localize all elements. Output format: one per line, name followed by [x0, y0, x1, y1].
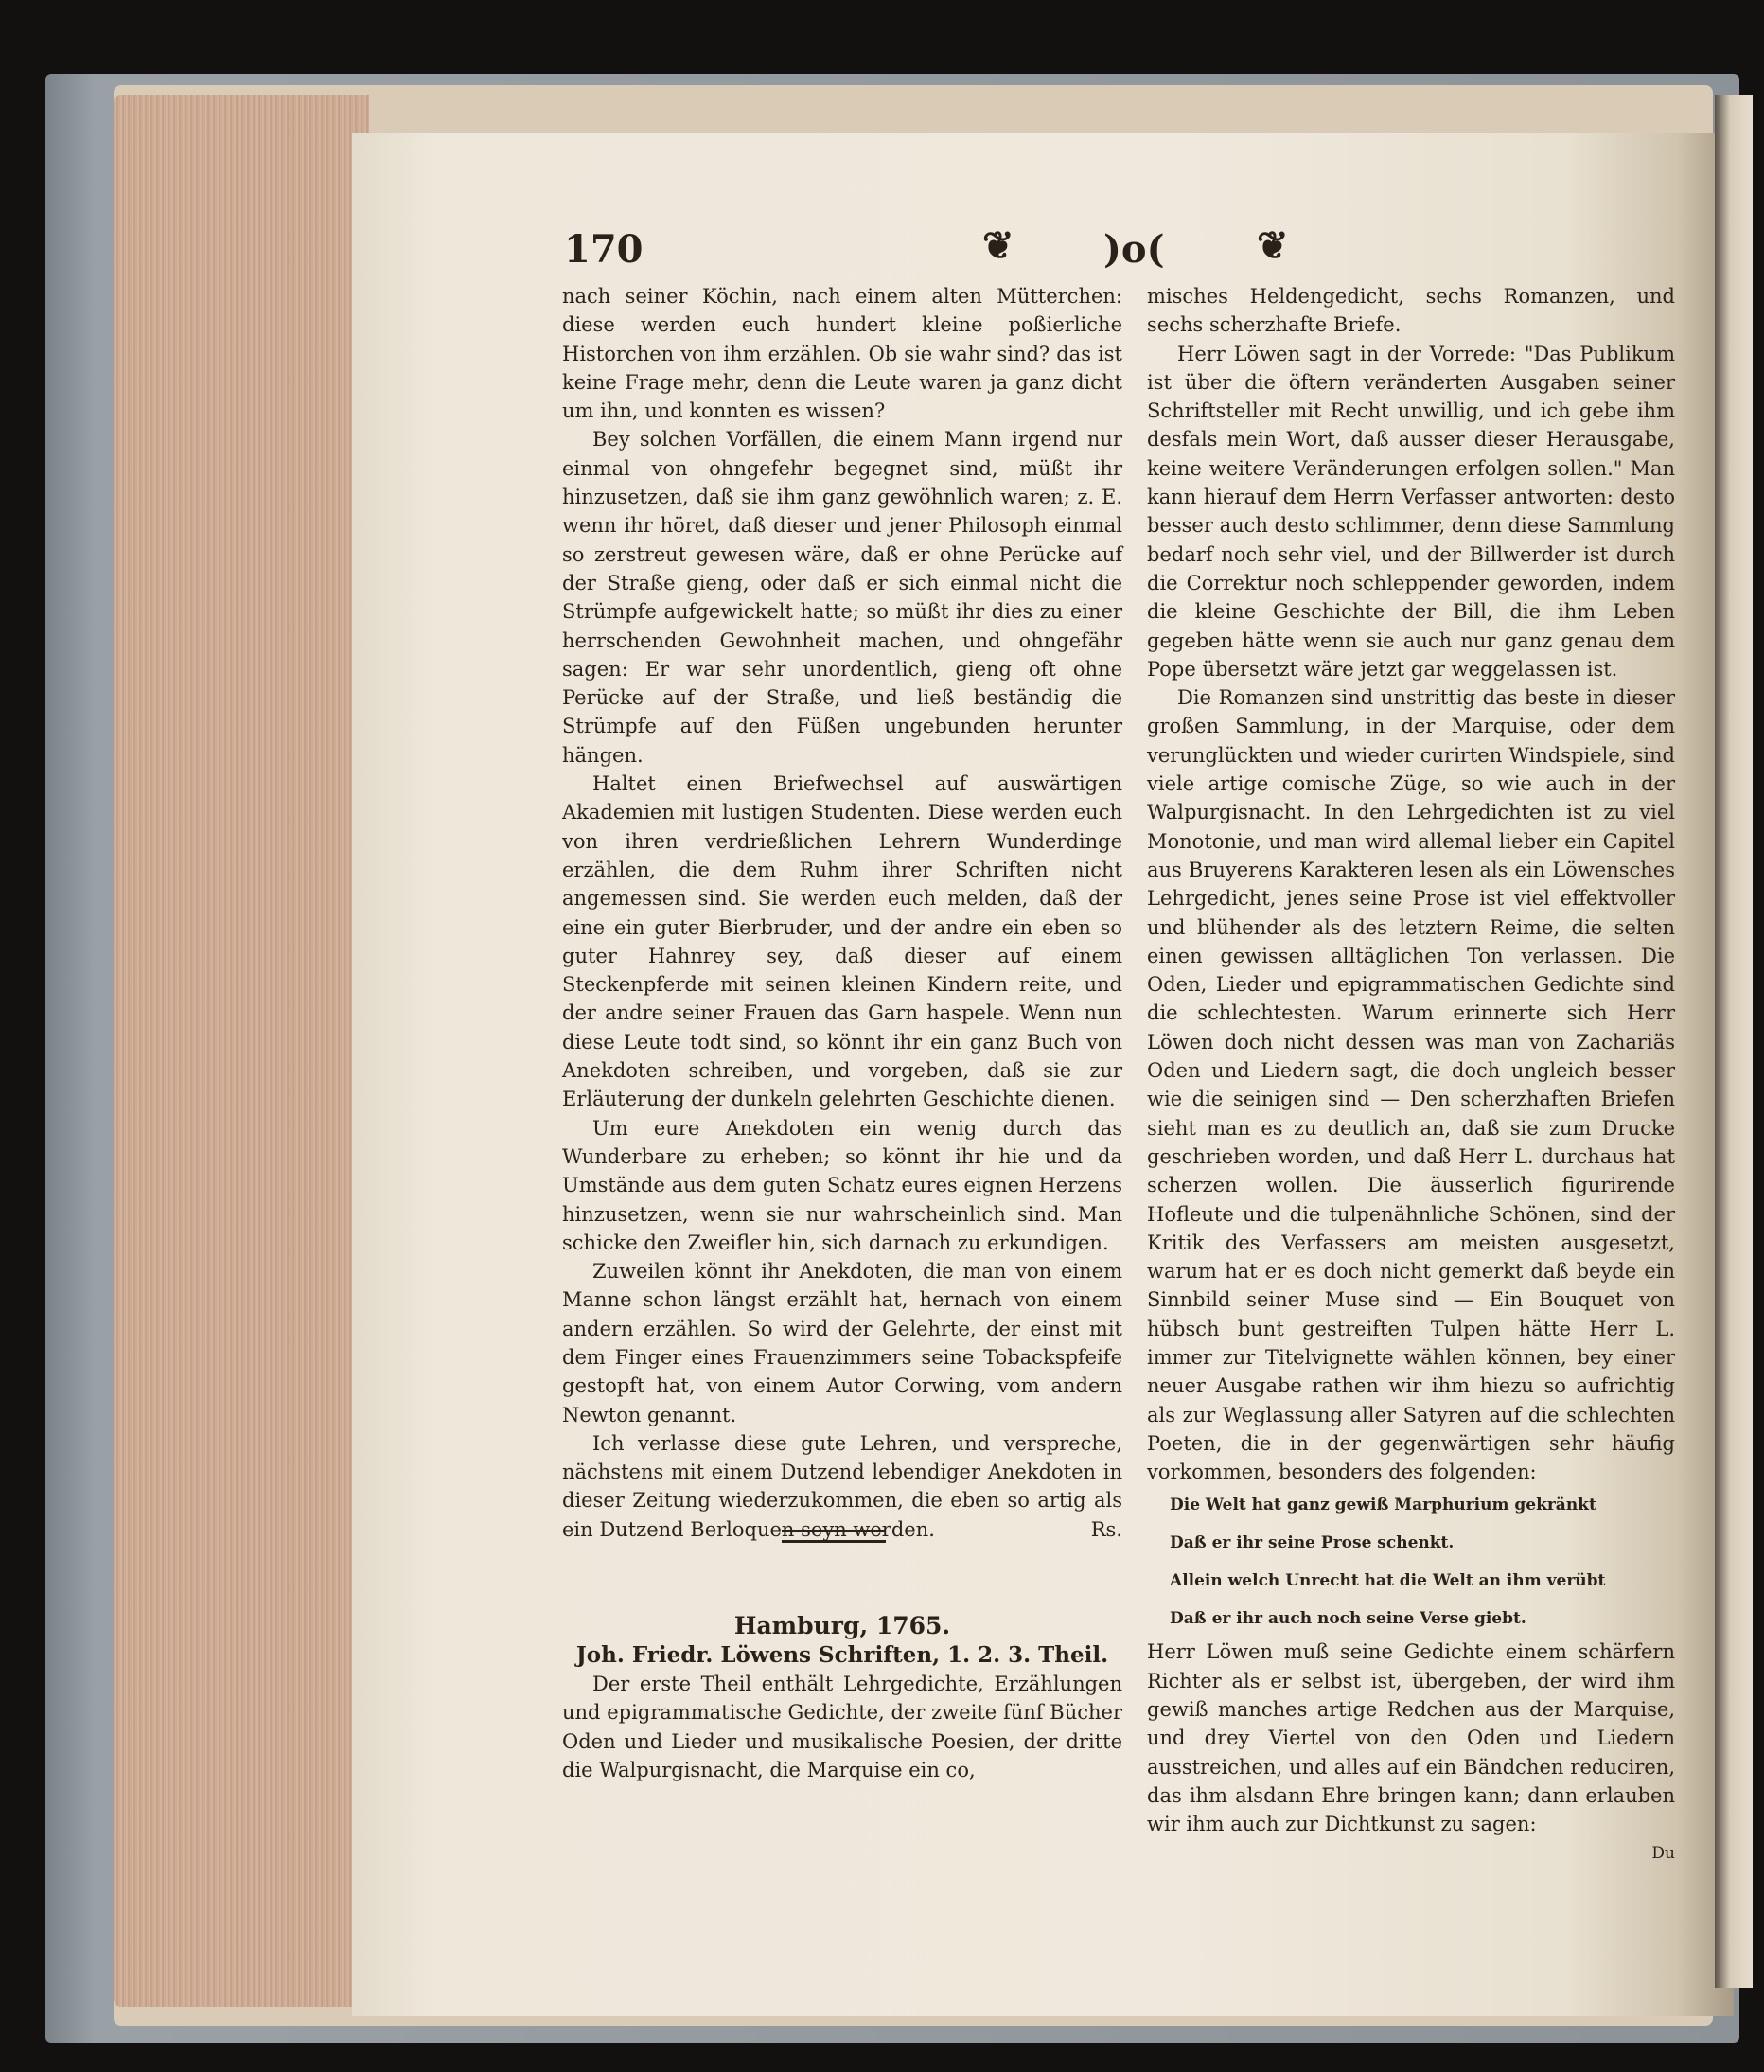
paragraph: Zuweilen könnt ihr Anekdoten, die man von einem Manne schon längst erzählt hat, hernach von einem andern erzählen. So wird der Gelehrte, der einst mit dem Finger eines Frauenzimmers seine Tobackspfeife gestopft hat, von einem Autor Corwing, vom andern Newton genannt.	[562, 1260, 1122, 1426]
book-title: Joh. Friedr. Löwens Schriften, 1. 2. 3. Theil.	[575, 1641, 1109, 1668]
paragraph: Ich verlasse diese gute Lehren, und verspreche, nächstens mit einem Dutzend lebendiger Anekdoten in dieser Zeitung wiederzukommen, die eben so artig als ein Dutzend Berloquen seyn werden.	[562, 1431, 1122, 1541]
paragraph: Der erste Theil enthält Lehrgedichte, Erzählungen und epigrammatische Gedichte, der zweite fünf Bücher Oden und Lieder und musikalische Poesien, der dritte die Walpurgisnacht, die Marquise ein co,	[562, 1672, 1122, 1781]
ornament-right-icon: ❦	[1257, 223, 1289, 268]
catchword: Du	[1651, 1843, 1675, 1863]
page-number: 170	[564, 227, 644, 272]
paragraph: Herr Löwen sagt in der Vorrede: "Das Publikum ist über die öftern veränderten Ausgaben seiner Schriftsteller mit Recht unwillig, und ich gebe ihm desfals mein Wort, daß ausser dieser Herausgabe, keine weitere Veränderungen erfolgen sollen." Man kann hierauf dem Herrn Verfasser antworten: desto besser auch desto schlimmer, denn diese Sammlung bedarf noch sehr viel, und der Billwerder ist durch die Correktur noch schleppender geworden, indem die kleine Geschichte der Bill, die ihm Leben gegeben hätte wenn sie auch nur ganz genau dem Pope übersetzt wäre jetzt gar weggelassen ist.	[1147, 342, 1675, 681]
section-divider	[782, 1530, 886, 1543]
page-edges	[114, 95, 369, 2007]
verse-line: Allein welch Unrecht hat die Welt an ihm verübt	[1170, 1571, 1606, 1591]
verse-quote	[1147, 1486, 1675, 1638]
verse-line: Daß er ihr seine Prose schenkt.	[1170, 1533, 1455, 1553]
verse-line: Daß er ihr auch noch seine Verse giebt.	[1170, 1609, 1526, 1629]
verse-line: Die Welt hat ganz gewiß Marphurium gekränkt	[1170, 1496, 1596, 1515]
paragraph: Haltet einen Briefwechsel auf auswärtigen Akademien mit lustigen Studenten. Diese werden euch von ihren verdrießlichen Lehrern Wunderdinge erzählen, die dem Ruhm ihrer Schriften nicht angemessen sind. Sie werden euch melden, daß der eine ein guter Bierbruder, und der andre ein eben so guter Hahnrey sey, daß dieser auf einem Steckenpferde mit seinen kleinen Kindern reite, und der andre seiner Frauen das Garn haspele. Wenn nun diese Leute todt sind, so könnt ihr ein ganz Buch von Anekdoten schreiben, und vorgeben, daß sie zur Erläuterung der dunkeln gelehrten Geschichte dienen.	[562, 772, 1122, 1111]
ornament-left-icon: ❦	[982, 223, 1014, 268]
facing-page-edge	[1715, 95, 1753, 1988]
right-column	[1147, 282, 1675, 1868]
dateline: Hamburg, 1765.	[733, 1612, 951, 1640]
closing-paragraph	[562, 1429, 1122, 1544]
left-column	[562, 282, 1122, 1784]
paragraph: Die Romanzen sind unstrittig das beste in dieser großen Sammlung, in der Marquise, oder dem verunglückten und wieder curirten Windspiele, sind viele artige comische Züge, so wie auch in der Walpurgisnacht. In den Lehrgedichten ist zu viel Monotonie, und man wird allemal lieber ein Capitel aus Bruyerens Karakteren lesen als ein Löwensches Lehrgedicht, jenes seine Prose ist viel effektvoller und blühender als des letztern Reime, die selten einen gewissen alltäglichen Ton verlassen. Die Oden, Lieder und epigrammatischen Gedichte sind die schlechtesten. Warum erinnerte sich Herr Löwen doch nicht dessen was man von Zachariäs Oden und Liedern sagt, die doch ungleich besser wie die seinigen sind — Den scherzhaften Briefen sieht man es zu deutlich an, daß sie zum Drucke geschrieben worden, und daß Herr L. durchaus hat scherzen wollen. Die äusserlich figurirende Hofleute und die tulpenähnliche Schönen, sind der Kritik des Verfassers am meisten ausgesetzt, warum hat er es doch nicht gemerkt daß beyde ein Sinnbild seiner Muse sind — Ein Bouquet von hübsch bunt gestreiften Tulpen hätte Herr L. immer zur Titelvignette wählen können, bey einer neuer Ausgabe rathen wir ihm hiezu so aufrichtig als zur Weglassung aller Satyren auf die schlechten Poeten, die in der gegenwärtigen sehr häufig vorkommen, besonders des folgenden:	[1147, 686, 1675, 1484]
ornament-middle: )o(	[1103, 227, 1165, 272]
paragraph: Um eure Anekdoten ein wenig durch das Wunderbare zu erheben; so könnt ihr hie und da Umstände aus dem guten Schatz eures eignen Herzens hinzusetzen, wenn sie nur wahrscheinlich sind. Man schicke den Zweifler hin, sich darnach zu erkundigen.	[562, 1116, 1122, 1254]
signature: Rs.	[1090, 1518, 1122, 1542]
paragraph: Bey solchen Vorfällen, die einem Mann irgend nur einmal von ohngefehr begegnet sind, müßt ihr hinzusetzen, daß sie ihm ganz gewöhnlich waren; z. E. wenn ihr höret, daß dieser und jener Philosoph einmal so zerstreut gewesen wäre, daß er ohne Perücke auf der Straße gieng, oder daß er sich einmal nicht die Strümpfe aufgewickelt hatte; so müßt ihr dies zu einer herrschenden Gewohnheit machen, und ohngefähr sagen: Er war sehr unordentlich, gieng oft ohne Perücke auf der Straße, und ließ beständig die Strümpfe auf den Füßen ungebunden herunter hängen.	[562, 428, 1122, 767]
paragraph: Herr Löwen muß seine Gedichte einem schärfern Richter als er selbst ist, übergeben, der wird ihm gewiß manches artige Redchen aus der Marquise, und drey Viertel von den Oden und Liedern ausstreichen, und alles auf ein Bändchen reduciren, das ihm alsdann Ehre bringen kann; dann erlauben wir ihm auch zur Dichtkunst zu sagen:	[1147, 1640, 1675, 1836]
spacer	[562, 1544, 1122, 1612]
page-header	[564, 223, 1302, 280]
paragraph: misches Heldengedicht, sechs Romanzen, und sechs scherzhafte Briefe.	[1147, 285, 1675, 337]
paragraph: nach seiner Köchin, nach einem alten Mütterchen: diese werden euch hundert kleine poßierliche Historchen von ihm erzählen. Ob sie wahr sind? das ist keine Frage mehr, denn die Leute waren ja ganz dicht um ihn, und konnten es wissen?	[562, 285, 1122, 423]
